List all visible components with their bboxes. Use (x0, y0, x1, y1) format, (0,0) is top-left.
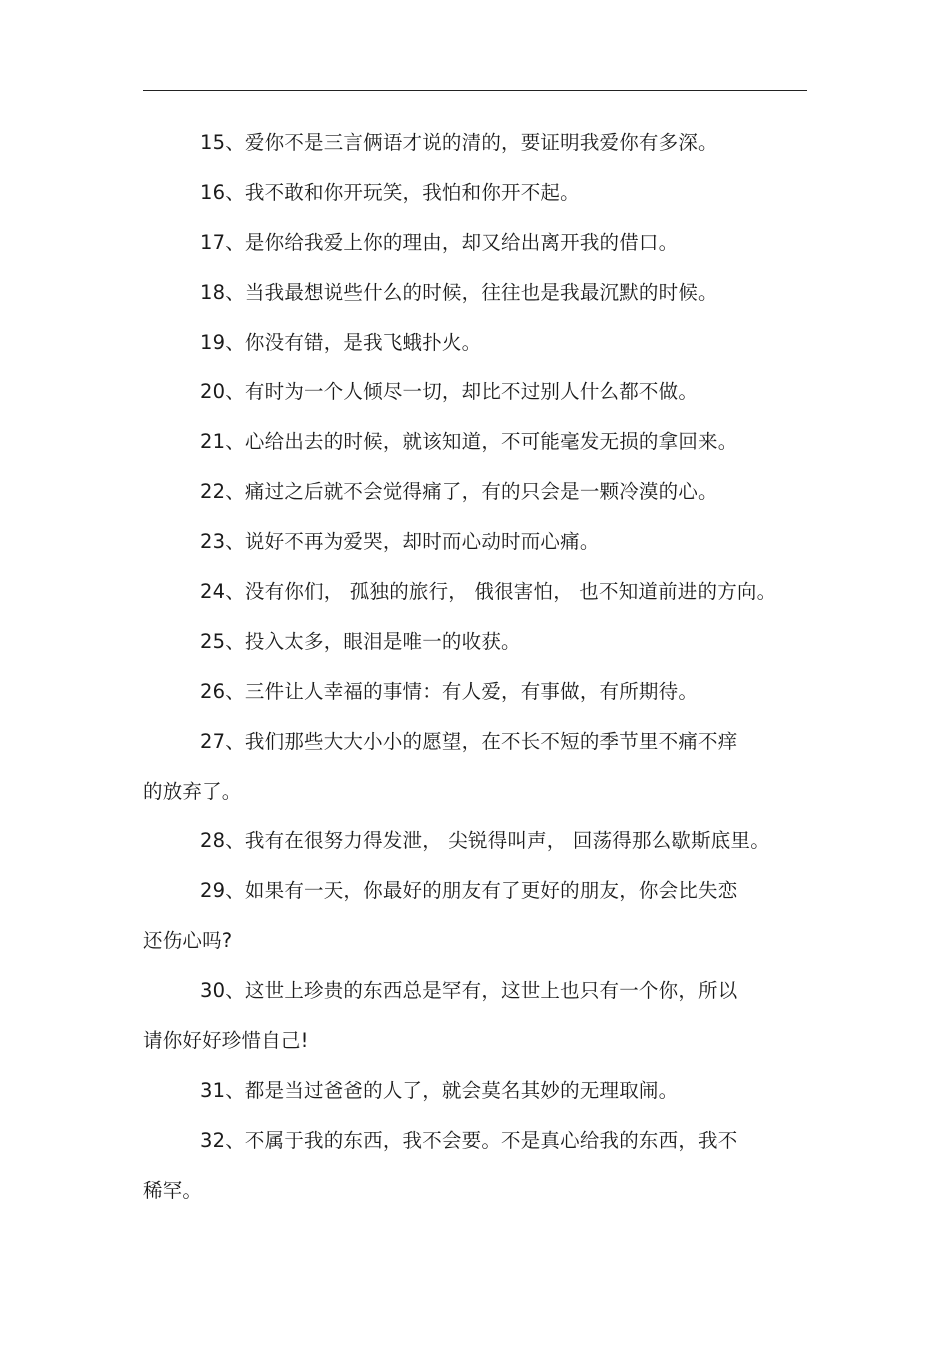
paragraph-line: 27、我们那些大大小小的愿望，在不长不短的季节里不痛不痒 (200, 729, 738, 753)
paragraph-line: 28、我有在很努力得发泄， 尖锐得叫声， 回荡得那么歇斯底里。 (200, 829, 770, 853)
paragraph-continuation: 还伤心吗? (143, 929, 233, 953)
paragraph-line: 24、没有你们， 孤独的旅行， 俄很害怕， 也不知道前进的方向。 (200, 580, 777, 604)
paragraph-line: 25、投入太多，眼泪是唯一的收获。 (200, 629, 521, 653)
paragraph-line: 21、心给出去的时候，就该知道，不可能毫发无损的拿回来。 (200, 430, 738, 454)
paragraph-line: 29、如果有一天，你最好的朋友有了更好的朋友，你会比失恋 (200, 879, 738, 903)
document-body (143, 118, 807, 1216)
paragraph-line: 30、这世上珍贵的东西总是罕有，这世上也只有一个你，所以 (200, 979, 738, 1003)
paragraph-line: 26、三件让人幸福的事情：有人爱，有事做，有所期待。 (200, 679, 699, 703)
paragraph-continuation: 稀罕。 (143, 1178, 203, 1202)
header-rule (143, 90, 807, 91)
paragraph-line: 19、你没有错，是我飞蛾扑火。 (200, 330, 482, 354)
paragraph-line: 15、爱你不是三言俩语才说的清的，要证明我爱你有多深。 (200, 131, 718, 154)
paragraph-line: 18、当我最想说些什么的时候，往往也是我最沉默的时候。 (200, 280, 718, 304)
paragraph-line: 16、我不敢和你开玩笑，我怕和你开不起。 (200, 180, 580, 204)
paragraph-line: 23、说好不再为爱哭，却时而心动时而心痛。 (200, 530, 600, 554)
paragraph-line: 31、都是当过爸爸的人了，就会莫名其妙的无理取闹。 (200, 1078, 679, 1102)
paragraph-continuation: 的放弃了。 (143, 779, 242, 803)
paragraph-continuation: 请你好好珍惜自己! (143, 1029, 309, 1053)
paragraph-line: 32、不属于我的东西，我不会要。不是真心给我的东西，我不 (200, 1128, 738, 1152)
paragraph-line: 22、痛过之后就不会觉得痛了，有的只会是一颗冷漠的心。 (200, 480, 718, 504)
paragraph-line: 20、有时为一个人倾尽一切，却比不过别人什么都不做。 (200, 380, 699, 404)
paragraph-line: 17、是你给我爱上你的理由，却又给出离开我的借口。 (200, 230, 679, 254)
